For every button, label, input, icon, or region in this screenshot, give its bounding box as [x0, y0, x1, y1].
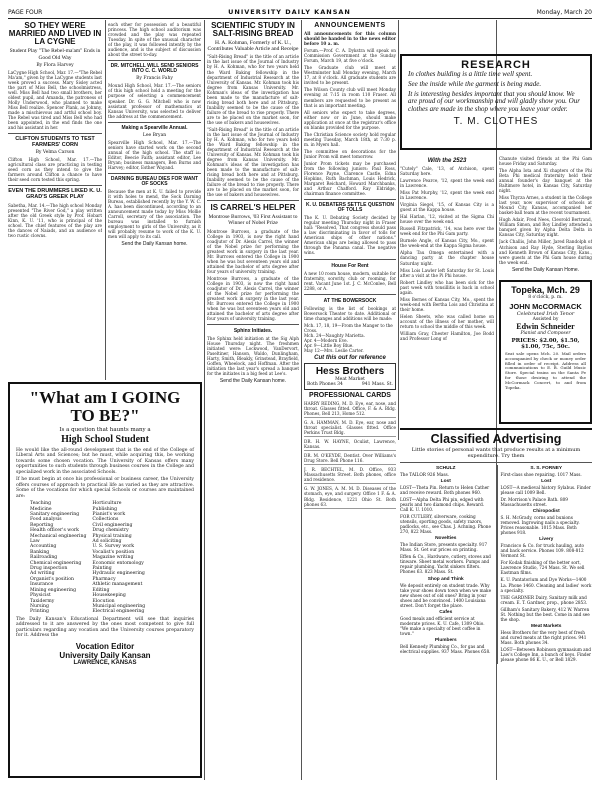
society-item: Russell Fitzpatrick, '14, was here over the week end for the Phi Gam party. [400, 226, 494, 237]
society-item: Lawrence Pearce, '12, spent the week end in Lawrence. [400, 178, 494, 189]
classified-ad: K. U. Pantatorium and Dye Works—1400 La. Phone 1460. Cleaning and ladies' work a specialty. [500, 577, 592, 593]
hess-sub: Meat Market [335, 376, 365, 382]
vocation-item: Organist's position [30, 576, 74, 582]
vocation-para: He would like the all-round development that is the end of the College of Liberal Arts and Sciences; but he must, while acquiring this, be working towards some chosen vocation. The University of Kansas offers many opportunities to such students through business courses in the College and specialized work in the associated Schools. [16, 447, 194, 475]
vocation-item: Taxidermy [30, 598, 55, 604]
classified-section [400, 428, 592, 780]
headline-darning: DARNING BUREAU DIES FOR WANT OF SOCKS [110, 175, 199, 187]
cutout-note: Cut this out for reference [314, 354, 386, 361]
vocation-item: Hydraulic engineering [92, 571, 145, 577]
topeka-ad [499, 280, 592, 424]
article-body: Clifton High School, Mar. 17.—The agricultural class are practicing in testing seed corn as they intend to give the farmers around Clifton a chance to have their seed corn tested this spring. [8, 157, 102, 183]
footer-note: Send the Daily Kansan home. [219, 378, 287, 385]
headline-mitchell: DR. MITCHELL WILL SEND SENIORS INTO C. C. WORLD [110, 63, 199, 75]
classified-title: Classified Advertising [430, 432, 562, 446]
professional-card: HARRY REDING, M. D. Eye, ear, nose, and throat. Glasses fitted. Office, F. & A. Bldg. Phones, Bell 213, Home 512. [304, 401, 396, 418]
classified-column-right [497, 465, 593, 664]
society-item: Jack Challis, John Miller, Jared Randolph of Atchison and Ray Hyde, Sterling Bayliss and Kenneth Brown of Kansas City, Kans., were guests at the Phi Gam house during the week end. [499, 239, 592, 265]
vocation-item: Athletic management [92, 582, 143, 588]
column-1 [8, 22, 102, 378]
society-item: Helen Sheets, who was called home on account of the illness of her mother, will return to school the middle of this week. [400, 313, 494, 329]
vocation-item: Mechanical engineering [30, 533, 87, 539]
research-title: RESEARCH [461, 59, 531, 71]
headline-debaters: K. U. DEBATERS SETTLE QUESTION OF TOLLS [306, 202, 394, 214]
classified-ad: LOST—Theta Pin. Return to Helen Cather and receive reward. Both phones 960. [400, 485, 490, 496]
headline-sphinx: Sphinx Initiates. [233, 328, 273, 335]
hess-address: 941 Mass. St. [361, 381, 393, 387]
issue-date: Monday, March 20 [536, 8, 592, 16]
classified-column-left [400, 465, 492, 664]
classified-ad: THE GARDNER Dairy, Sanitary milk and cream. E. T. Gardner, prop., phone 2853. [500, 594, 588, 605]
vocation-item: Railroading [30, 555, 58, 561]
column-rule [398, 20, 399, 440]
byline: By Velma Carson [35, 150, 75, 156]
footer-note: Send the Daily Kansan Home. [512, 266, 579, 273]
topeka-date: Topeka, Mch. 29 [511, 285, 580, 295]
article-body: Sabetha, Mar. 14.—The high school Monday presented "The River God," a play written after the old Greek style by Prof. Hobart Kinn, K. U. '11, who is principal of the school. The chief features of the play are the dances of Naiads, and an audience of two rustic clowns. [8, 202, 102, 238]
topeka-time: 8 o'clock, p. m. [528, 295, 563, 300]
article-body: Junior Prom tickets may be purchased from the following juniors: Paul Ross, Florence Payne, Clarence Castle, Edna Hopkins, Ruth Bachman, Louis Hedrick, Margaret Reichard, Howard Marchbanks, and Arthur Chafford. Ray Eldridge, chairman finance committee. [304, 160, 396, 197]
vocation-item: Housekeeping [92, 593, 126, 599]
vocation-item: Vocalist's position [92, 549, 135, 555]
announcements-notice: All announcements for this column should be handed in to the news editor before 10 a. m. [304, 31, 396, 47]
classified-ad: The Indian Store, presents specialty. 917 Mass. St. Get our prices on printing. [400, 542, 488, 553]
research-line: In clothes building is a little time well spent. [408, 70, 533, 78]
vocation-item: Ad soliciting [92, 539, 122, 545]
research-line: See the inside while the garment is being made. [408, 79, 542, 88]
column-rule [204, 20, 205, 780]
classified-ad: The TAILOR 926 Mass. [400, 472, 449, 477]
society-item: Miss Bernes of Kansas City, Mo., spent the week-end with Bertha Lois and Christina at their home. [400, 296, 494, 312]
classified-ad: Effen & Co., Hardware, cutlery, stoves and tinware. Sheet metal workers. Pumps and repair plumbing. Yacht sinkers filters. Phones 63. 823 Mass. St. [400, 554, 491, 575]
vocation-item: Banking [30, 549, 50, 555]
society-item: "Cutely" Cale, '13, of Atchison, spent Saturday here. [400, 166, 494, 177]
society-item: Chanute visited friends at the Phi Gam house Friday and Saturday. [499, 156, 592, 167]
bowersock-date: May 12—Mrs. Leslie Carter. [304, 347, 364, 353]
society-column [400, 156, 494, 426]
article-body: Because the men at K. U. failed to provide it with holes to mend, the Sock Darning Bureau, established recently by the Y. W. C. A. has been discontinued, according to an announcement made today by Miss Mollie Carroll, secretary of the association. The bureau was installed to furnish employment to girls of the University, as it will probably resume to work of the K. U. men will apply to its call. [108, 189, 201, 240]
column-4 [304, 22, 396, 778]
society-item: Miss Pat Murphy, '12, spent the week end in Lawrence. [400, 190, 494, 201]
bowersock-dates [304, 323, 396, 353]
topeka-assistant: Edwin Schneider [516, 322, 575, 331]
vocation-item: Horticulture [92, 501, 122, 507]
vocation-city: LAWRENCE, KANSAS [73, 659, 137, 666]
vocation-ad [8, 382, 202, 778]
classified-heading: Cafes [439, 609, 453, 615]
classified-heading: Plumbers [434, 637, 457, 643]
vocation-item: Insurance [30, 582, 54, 588]
vocation-item: Drug inspection [30, 566, 68, 572]
vocation-item: Elocution [92, 598, 115, 604]
society-item: William Gray, Chester Hamilton, Joe Bodd and Professor Long of [400, 330, 494, 341]
classified-sub: Little stories of personal wants that produce results at a minimum expenditure. Try them [411, 447, 581, 459]
vocation-lead: Is a question that haunts many a [59, 426, 151, 433]
professional-cards [304, 401, 396, 509]
society-item: The Alpha Iota and Xi chapters of the Phi Beta Phi medical fraternity held their annual founder's day banquet at the Baltimore hotel, in Kansas City, Saturday night. [499, 168, 592, 194]
column-rule [105, 20, 106, 380]
classified-heading: SCHULZ [436, 466, 456, 471]
headline-carrel: IS CARREL'S HELPER [210, 203, 296, 213]
vocation-item: Physical training [92, 533, 132, 539]
vocation-item: Reporting [30, 522, 54, 528]
vocation-item: Editing [92, 587, 110, 593]
classified-ad: FOR CUTLERY, silverware, cooking utensils, sporting goods, safety razors, padlocks, etc., see Chas. J. Achning. Phone 270, 822 Mass. [400, 514, 491, 535]
masthead [8, 6, 592, 19]
article-body: LaCygne High School, Mar. 17.—"The Rebel Ma'am," given by the LaCygne students last week proved a success. Mary Sisley acted the part of Miss Bell, the schoolmistress, well. Miss Bell had two small brothers, her oldest pupil, and Amanda, the patroness of Molly Underwood, who planned to make Miss Bell realize. Spencer Plank, as Johnny, made a mischievous and artful school boy. The Rebel was tired and Miss Bell who had been appointed, in the end finds the one and his assistant in her. [8, 69, 102, 130]
classified-heading: Lost [440, 479, 451, 485]
vocation-item: Nursing [30, 603, 49, 609]
professional-card: G. A. HAMMAN, M. D. Eye, ear, nose and throat specialist. Glasses fitted. Office Perkins Trust Bldg. [304, 420, 396, 437]
topeka-prices: PRICES: $2.00, $1.50, $1.00, 75c, 50c. [511, 338, 580, 350]
vocation-item: Printing [30, 609, 49, 615]
vocation-headline: "What am I GOING TO BE?" [29, 388, 181, 425]
classified-ad: First-class shoe repairing. 1017 Mass. [500, 472, 582, 477]
vocation-item: Chemical engineering [30, 560, 82, 566]
vocation-item: Collections [92, 517, 119, 523]
classified-heading: Novelties [435, 536, 457, 542]
vocation-item: Painting [92, 566, 112, 572]
headline-house: House For Rent [331, 262, 369, 269]
vocation-item: Sanitary engineering [30, 512, 80, 517]
vocation-list-left [30, 501, 86, 615]
announcements-header: ANNOUNCEMENTS [314, 22, 386, 29]
classified-ad: Hess Brothers for the very best of fresh and cured meats at the right prices. 941 Mass. Both phones 34. [500, 629, 587, 645]
vocation-item: Electrical engineering [92, 609, 145, 615]
vocation-item: Food analysis [30, 517, 62, 523]
research-line: It is interesting besides important that you should know. We are proud of our workmanship and will gladly show you. Our clothes are made in the shop where you leave your order. [408, 89, 580, 114]
byline: By Flora Harvey [36, 62, 74, 68]
byline: By Francis Fahy [136, 76, 173, 82]
classified-ad: LOST—Alpha Delta Phi pin, edged with pearls and two diamond chips. Reward. Call K. U. 1010. [400, 497, 485, 513]
vocation-paper: University Daily Kansan [59, 650, 151, 660]
vocation-item: Publishing [92, 506, 118, 512]
society-items [400, 166, 494, 341]
vocation-item: Law [30, 539, 40, 545]
vocation-item: Accounting [30, 544, 57, 550]
classified-ad: Francisco & Co. for truck hauling, auto and back service. Phones 109. 808-812 Vermont St. [500, 543, 585, 559]
society-item: Hal Harlan, '12, visited at the Sigma Chi house over the week end. [400, 214, 494, 225]
article-body-filler: "Salt-Rising Bread" is the title of an article in the last issue of the Journal of Industry by H. A. Kohman, who for two years held the Ward Baking fellowship in the department of Industrial Research at the University of Kansas. Mr. Kohman took his degree from Kansas University. Mr. Kohman's ideas of the investigation has been made to the manufacture of salt-rising bread both here and at Pittsburg. Inability seemed to be the cause of the failure of the bread to rise properly. There are to be placed on the market soon, for the use of bakers and housewives. [207, 126, 299, 198]
professional-card: G. W. JONES, A. M. M. D. Diseases of the stomach, eye, and surgery. Office 1 F. & A. Bldg. Residence, 1221 Ohio St. Both phones 63. [304, 486, 396, 508]
vocation-item: Municipal engineering [92, 603, 146, 609]
headline-married: SO THEY WERE MARRIED AND LIVED IN LA CYGNE [8, 22, 102, 47]
professional-card: DR. M. O'KEYDE, Dentist. Over Williams's Drug Store. Bell Phone 116. [304, 453, 396, 465]
vocation-item: Health officer's work [30, 528, 79, 534]
professional-card: DR. H. W. HAYNE, Oculist, Lawrence, Kansas. [304, 439, 396, 451]
classified-ad: S. H. McGrady, corns and bunions removed. Ingrowing nails a specialty. Prices reasonable. 1015 Mass. Both phones 918. [500, 515, 580, 536]
vocation-item: Pianist's work [92, 512, 126, 517]
page-number: PAGE FOUR [8, 8, 43, 16]
classified-heading: Chiropodist [532, 509, 560, 515]
vocation-subject: High School Student [61, 433, 149, 445]
society-item: Burnele Angle, of Kansas City, Mo., spent the week-end at the Kappa Sigma house. [400, 238, 494, 249]
announcement-item: All seniors who expect to take degrees, either now or in June, should make application at once at the registrar's office on blanks provided for the purpose. [304, 109, 396, 130]
vocation-item: Teaching [30, 501, 52, 507]
newspaper-page [8, 6, 592, 780]
society-item: Miss Thyrza Arnes, a student in the College last year, now supervisor of schools at Mound City, Kansas, accompanied her basket-ball team at the recent tournament. [499, 195, 592, 216]
announcement-item: The committee on decorations for the Junior Prom will meet tomorrow. [304, 148, 396, 159]
announcements-list [304, 48, 396, 159]
footer-note: Send the Daily Kansan home. [121, 241, 188, 248]
topeka-assist: Assisted by [532, 317, 559, 322]
column-2 [108, 22, 201, 378]
vocation-para: If he must begin at once his professional or business career, the University offers courses of approach to practical life as varied as they are attractive. Some of the vocations for which special Schools or courses are maintained are: [16, 477, 194, 499]
topeka-note: Seat sale opens Mch. 20. Mail orders accompanied by check or money order filled in order of receipt. Address all communications to E. B. Guild Music Store. Special trains on the Santa Fe for those desiring to attend the McCormack Concert, to and from Topeka. [505, 351, 586, 390]
topeka-performer: JOHN McCORMACK [509, 302, 582, 311]
headline-spearville: Making a Spearville Annual. [121, 124, 188, 131]
society-item: Alpha Tau Omega entertained with a dancing party at the chapter house Saturday night. [400, 250, 494, 266]
vocation-list-right [92, 501, 145, 615]
article-body: Montrose Burrows, a graduate of the College in 1903, is now the right hand coadjutor of Dr. Alexis Carrel, the winner of the Nobel prize for performing the greatest work in surgery in the last year. Mr. Burrows entered the College in 1900 when he was but seventeen years old and attained the bachelor of arts degree after four years of university training. [207, 228, 299, 274]
article-body: each other for possession of a beautiful princess. The high school auditorium was crowded and the play was repeated Tuesday. In spite of the unusual character of the play, it was followed intently by the audience, and is the subject of discussion about the street to-day. [108, 22, 201, 58]
byline: Lee Bryan [142, 132, 167, 138]
classified-heading: Lost [541, 479, 552, 485]
column-3 [207, 22, 299, 778]
vocation-para: The Daily Kansan's Educational Department will see that inquiries addressed to it are answered by the ones most competent to give full particulars regarding any vocation and the University courses preparatory for it. Address the [16, 616, 194, 639]
announcement-item: The Christian Science society hold regular meeting Tuesday, March 18th, at 7:30 p. m. in Myers hall. [304, 131, 396, 147]
article-body: Spearville High School, Mar. 17.—The seniors have started work on the second annual of the high school. The staff is: Editor, Beecie Faith; assistant editor, Lee Bryan; business managers, Ben Burns and Harvey; editor, Esther Wayand. [108, 139, 201, 170]
hess-name: Hess Brothers [315, 365, 385, 377]
article-body: Following is the list of bookings at Bowersock Theater to date. Additional or time changes and additions will be made: [304, 305, 396, 321]
vocation-item: Physicist [30, 593, 51, 599]
classified-ad: LOST—Between Robinson gymnasium and Law's College Inn, a bunch of keys. Finder please phone 86 K. U., or Bell 1829. [500, 646, 592, 662]
vocation-item: Pharmacy [92, 576, 116, 582]
topeka-role: Celebrated Irish Tenor [516, 311, 575, 317]
classified-heading: Shop and Think [427, 576, 464, 582]
professional-cards-header: PROFESSIONAL CARDS [309, 391, 391, 399]
deck-carrel: Montrose Burrows, '03 First Assistant to Winner of Nobel Prize [208, 214, 298, 227]
announcement-item: The Graduate club will meet at Westminster hall Monday evening, March 17, at 8 o'clock. All graduate students are invited to be present. [304, 65, 396, 86]
article-body: "Salt-Rising Bread" is the title of an article in the last issue of the Journal of Industry by H. A. Kohman, who for two years held the Ward Baking fellowship in the department of Industrial Research at the University of Kansas. Mr. Kohman took his degree from Kansas University. Mr. Kohman's ideas of the investigation has been made to the manufacture of salt-rising bread both here and at Pittsburg. Inability seemed to be the cause of the failure of the bread to rise properly. There are to be placed on the market soon, for the use of bakers and housewives. [207, 54, 299, 125]
society-item: Virginia Siegel, '15, of Kansas City is a guest at the Kappa house. [400, 202, 494, 213]
headline-drummers: EVEN THE DRUMMERS LIKED K. U. GRAD'S GREEK PLAY [8, 188, 102, 200]
article-body: Mound High School, Mar. 17.—The seniors of this high school hold a meeting for the purpose of selecting a commencement speaker. Dr. G. G. Mitchell who is now assistant professor of mathematics at Kansas University, was selected to deliver the address at the commencement. [108, 83, 201, 119]
column-rule [301, 20, 302, 780]
bowersock-date: Apr. 9—Little Boy Blue. [304, 342, 354, 348]
classified-ad: Gillham's Sanitary Bakery, 412 W. Warren St. Nothing but the best. Come in and see the shop. [500, 606, 590, 622]
classified-ad: We deposit entirely on student trade. Why take your shoes down town when we make new shoes out of old ones? Bring in your shoes and be convinced. 1400 Louisiana street. Don't forget the place. [400, 582, 492, 608]
vocation-item: U. S. Survey work [92, 544, 135, 550]
article-body: The K. U. Debating Society decided by regular meeting Thursday night in Fraser hall: "Resolved, That congress should pass a law discriminating in favor of tolls for American ships of other nations." American ships are being allowed to pass through the Panama canal. The negative wins. [304, 215, 396, 256]
society-column-right [499, 156, 592, 276]
article-body: The Sphinx held initiation at the Sig Alph House Thursday night. The freshmen initiated were: Lockwood, VanDervort, Paseltiner, Hanson, Waldo, Dunlingham, Harty, Smith, Bleakly, Grinstead, Brayfield, Goffen, Wheelock, and Hoffman. After the initiation the last year's spread a banquet for the initiates in a big feed at Lee's. [207, 336, 299, 377]
vocation-dept: Vocation Editor [75, 641, 135, 651]
deck-married: Student Play "The Rebel-ma'am" Ends in Good Old Way [9, 48, 101, 61]
classified-ad: LOST—A medieval history Sylabus. Finder please call 1009 Bell. [500, 485, 591, 496]
vocation-item: Civil engineering [92, 522, 133, 528]
classified-heading: Livery [539, 537, 554, 543]
topeka-assistant-role: Pianist and Composer [520, 331, 571, 336]
bowersock-date: Mch. 24—Naughty Marietta. [304, 332, 365, 338]
classified-heading: Meat Markets [531, 623, 562, 629]
article-body: A new 10 room house, modern, suitable for fraternity, sorority, club or rooming, for rent. Vacant June 1st. J. C. McConlee, Bell 2288, or A. [304, 270, 396, 291]
society-item: Hugh Adair, Fred Nees, Cleorold Bertrand, William Simon, and Roy Lindley attended a banquet given by Alpha Delta Delta in Kansas City, Saturday night. [499, 217, 592, 238]
society-item: Miss Lois Lawler left Saturday for St. Louis after a visit at the Pi Phi house. [400, 267, 494, 278]
classified-ad: Bell Kennedy Plumbing Co., for gas and electrical supplies. 937 Mass. Phones 658. [400, 643, 491, 654]
headline-bread: SCIENTIFIC STUDY IN SALT-RISING BREAD [211, 22, 295, 39]
bowersock-date: Apr. 4—Modern Eve. [304, 337, 348, 343]
classified-heading: S. S. FORNEY [530, 466, 563, 471]
professional-card: J. R. BECHTEL, M. D. Office, 933 Massachusetts Street. Both phones, office and residence. [304, 467, 396, 484]
headline-clifton: CLIFTON STUDENTS TO TEST FARMERS' CORN [15, 135, 95, 148]
vocation-item: Medicine [30, 506, 52, 512]
announcement-item: Forum.—Prof. C. A. Dykstra will speak on Commission Government at the Sunday Forum, March 19, at five o'clock. [304, 48, 396, 64]
hess-phones: Both Phones 34 [307, 381, 343, 387]
deck-bread: H. A. Kohman, Formerly of K. U., Contributes Valuable Article and Receipe [207, 40, 299, 53]
classified-ad: For Kodak finishing of the better sort, Lawrence Studio, 724 Mass. St. We sell Eastman films. [500, 560, 585, 576]
headline-bowersock: AT THE BOWERSOCK [323, 297, 377, 304]
classified-ad: Dr. Morrison's Palace Bath. 809 Massachusetts street. [500, 497, 568, 508]
vocation-item: Drug chemistry [92, 528, 129, 534]
hess-ad [304, 363, 396, 390]
article-body-filler: Montrose Burrows, a graduate of the College in 1903, is now the right hand coadjutor of Dr. Alexis Carrel, the winner of the Nobel prize for performing the greatest work in surgery in the last year. Mr. Burrows entered the College in 1900 when he was but seventeen years old and attained the bachelor of arts degree after four years of university training. [207, 275, 299, 322]
society-items [499, 156, 592, 265]
vocation-item: Magazine writing [92, 555, 134, 561]
society-item: Robert Lindley who has been sick for the past week with tonsillitis is back in school again. [400, 279, 494, 295]
society-header: With the 2523 [427, 158, 467, 164]
bowersock-date: Mch. 17, 18, 19—From the Manger to the Cross. [304, 322, 393, 333]
vocation-item: Ad writing [30, 571, 55, 577]
paper-title: UNIVERSITY DAILY KANSAN [228, 8, 351, 16]
research-brand: T. M. CLOTHES [453, 116, 539, 128]
research-ad [400, 54, 592, 150]
research-copy [408, 71, 584, 114]
announcement-item: The Wilson County club will meet Monday evening at 7:15 in room 110 Fraser. All members are requested to be present as that is an important meeting. [304, 87, 396, 108]
vocation-item: Mining engineering [30, 587, 77, 593]
vocation-item: Economic entomology [92, 560, 144, 566]
classified-ad: Good meals and efficient service at moderate prices. K. U. Cafe, 1309 Ohio. "We make a specialty of best coffee in town." [400, 615, 485, 636]
